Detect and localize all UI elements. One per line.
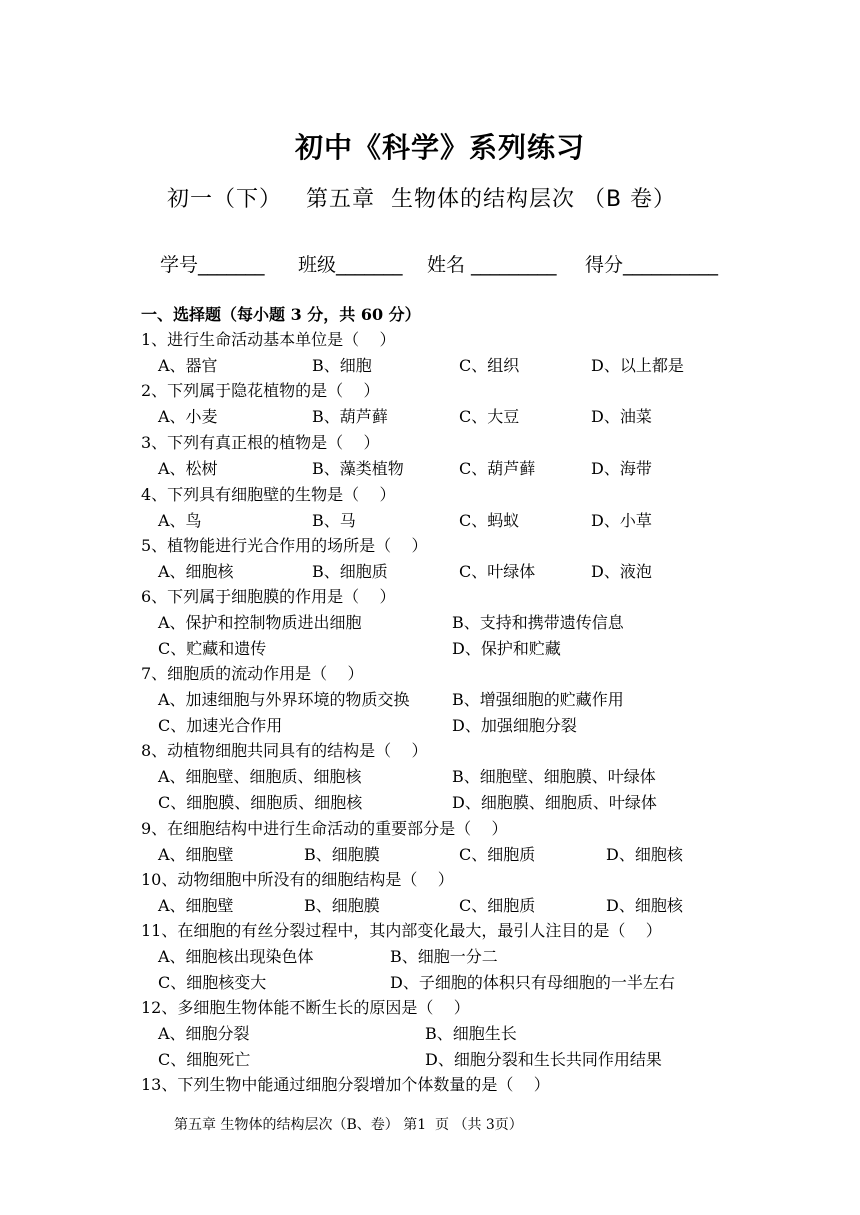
student-id-field: 学号_______	[160, 254, 265, 276]
name-field: 姓名 _________	[427, 254, 557, 276]
question-5: 5、植物能进行光合作用的场所是（ ）	[141, 536, 428, 555]
option-12b: B、细胞生长	[425, 1024, 517, 1043]
option-1b: B、细胞	[312, 356, 372, 375]
option-5b: B、细胞质	[312, 562, 388, 581]
option-4b: B、马	[312, 511, 356, 530]
option-2c: C、大豆	[459, 407, 520, 426]
question-2: 2、下列属于隐花植物的是（ ）	[141, 381, 380, 400]
option-1a: A、器官	[158, 356, 218, 375]
option-7d: D、加强细胞分裂	[452, 716, 577, 735]
option-10b: B、细胞膜	[304, 896, 380, 915]
option-12c: C、细胞死亡	[158, 1050, 251, 1069]
question-12: 12、多细胞生物体能不断生长的原因是（ ）	[141, 998, 470, 1017]
option-11d: D、子细胞的体积只有母细胞的一半左右	[390, 973, 675, 992]
option-3b: B、藻类植物	[312, 459, 404, 478]
option-6a: A、保护和控制物质进出细胞	[158, 613, 362, 632]
option-12d: D、细胞分裂和生长共同作用结果	[425, 1050, 662, 1069]
question-7: 7、细胞质的流动作用是（ ）	[141, 664, 364, 683]
option-5a: A、细胞核	[158, 562, 234, 581]
option-1c: C、组织	[459, 356, 520, 375]
question-1: 1、进行生命活动基本单位是（ ）	[141, 330, 396, 349]
option-2a: A、小麦	[158, 407, 218, 426]
question-6: 6、下列属于细胞膜的作用是（ ）	[141, 587, 396, 606]
option-6d: D、保护和贮藏	[452, 639, 561, 658]
question-13: 13、下列生物中能通过细胞分裂增加个体数量的是（ ）	[141, 1075, 550, 1094]
question-9: 9、在细胞结构中进行生命活动的重要部分是（ ）	[141, 819, 508, 838]
option-7a: A、加速细胞与外界环境的物质交换	[158, 690, 410, 709]
page-subtitle: 初一（下） 第五章 生物体的结构层次 （B 卷）	[167, 187, 677, 212]
option-9c: C、细胞质	[459, 845, 536, 864]
question-4: 4、下列具有细胞壁的生物是（ ）	[141, 485, 396, 504]
option-11c: C、细胞核变大	[158, 973, 267, 992]
option-2d: D、油菜	[591, 407, 652, 426]
option-7b: B、增强细胞的贮藏作用	[452, 690, 624, 709]
option-12a: A、细胞分裂	[158, 1024, 250, 1043]
option-5c: C、叶绿体	[459, 562, 536, 581]
score-field: 得分__________	[585, 254, 719, 276]
option-10c: C、细胞质	[459, 896, 536, 915]
option-3d: D、海带	[591, 459, 652, 478]
option-1d: D、以上都是	[591, 356, 684, 375]
option-8a: A、细胞壁、细胞质、细胞核	[158, 767, 362, 786]
option-11b: B、细胞一分二	[390, 947, 498, 966]
section-heading: 一、选择题（每小题 3 分，共 60 分）	[141, 305, 421, 324]
option-3c: C、葫芦藓	[459, 459, 536, 478]
class-field: 班级_______	[298, 254, 403, 276]
option-5d: D、液泡	[591, 562, 652, 581]
option-2b: B、葫芦藓	[312, 407, 388, 426]
option-4d: D、小草	[591, 511, 652, 530]
option-9a: A、细胞壁	[158, 845, 234, 864]
page-title: 初中《科学》系列练习	[294, 131, 585, 164]
page-footer: 第五章 生物体的结构层次（B、卷） 第1 页 （共 3页）	[174, 1117, 523, 1133]
option-11a: A、细胞核出现染色体	[158, 947, 314, 966]
question-8: 8、动植物细胞共同具有的结构是（ ）	[141, 741, 428, 760]
question-11: 11、在细胞的有丝分裂过程中，其内部变化最大，最引人注目的是（ ）	[141, 921, 662, 940]
option-8d: D、细胞膜、细胞质、叶绿体	[452, 793, 657, 812]
option-8c: C、细胞膜、细胞质、细胞核	[158, 793, 363, 812]
option-4c: C、蚂蚁	[459, 511, 520, 530]
option-4a: A、鸟	[158, 511, 202, 530]
option-9b: B、细胞膜	[304, 845, 380, 864]
option-8b: B、细胞壁、细胞膜、叶绿体	[452, 767, 656, 786]
option-10d: D、细胞核	[606, 896, 683, 915]
option-7c: C、加速光合作用	[158, 716, 283, 735]
question-3: 3、下列有真正根的植物是（ ）	[141, 433, 380, 452]
option-10a: A、细胞壁	[158, 896, 234, 915]
question-10: 10、动物细胞中所没有的细胞结构是（ ）	[141, 870, 454, 889]
option-3a: A、松树	[158, 459, 218, 478]
option-6b: B、支持和携带遗传信息	[452, 613, 624, 632]
option-6c: C、贮藏和遗传	[158, 639, 267, 658]
option-9d: D、细胞核	[606, 845, 683, 864]
